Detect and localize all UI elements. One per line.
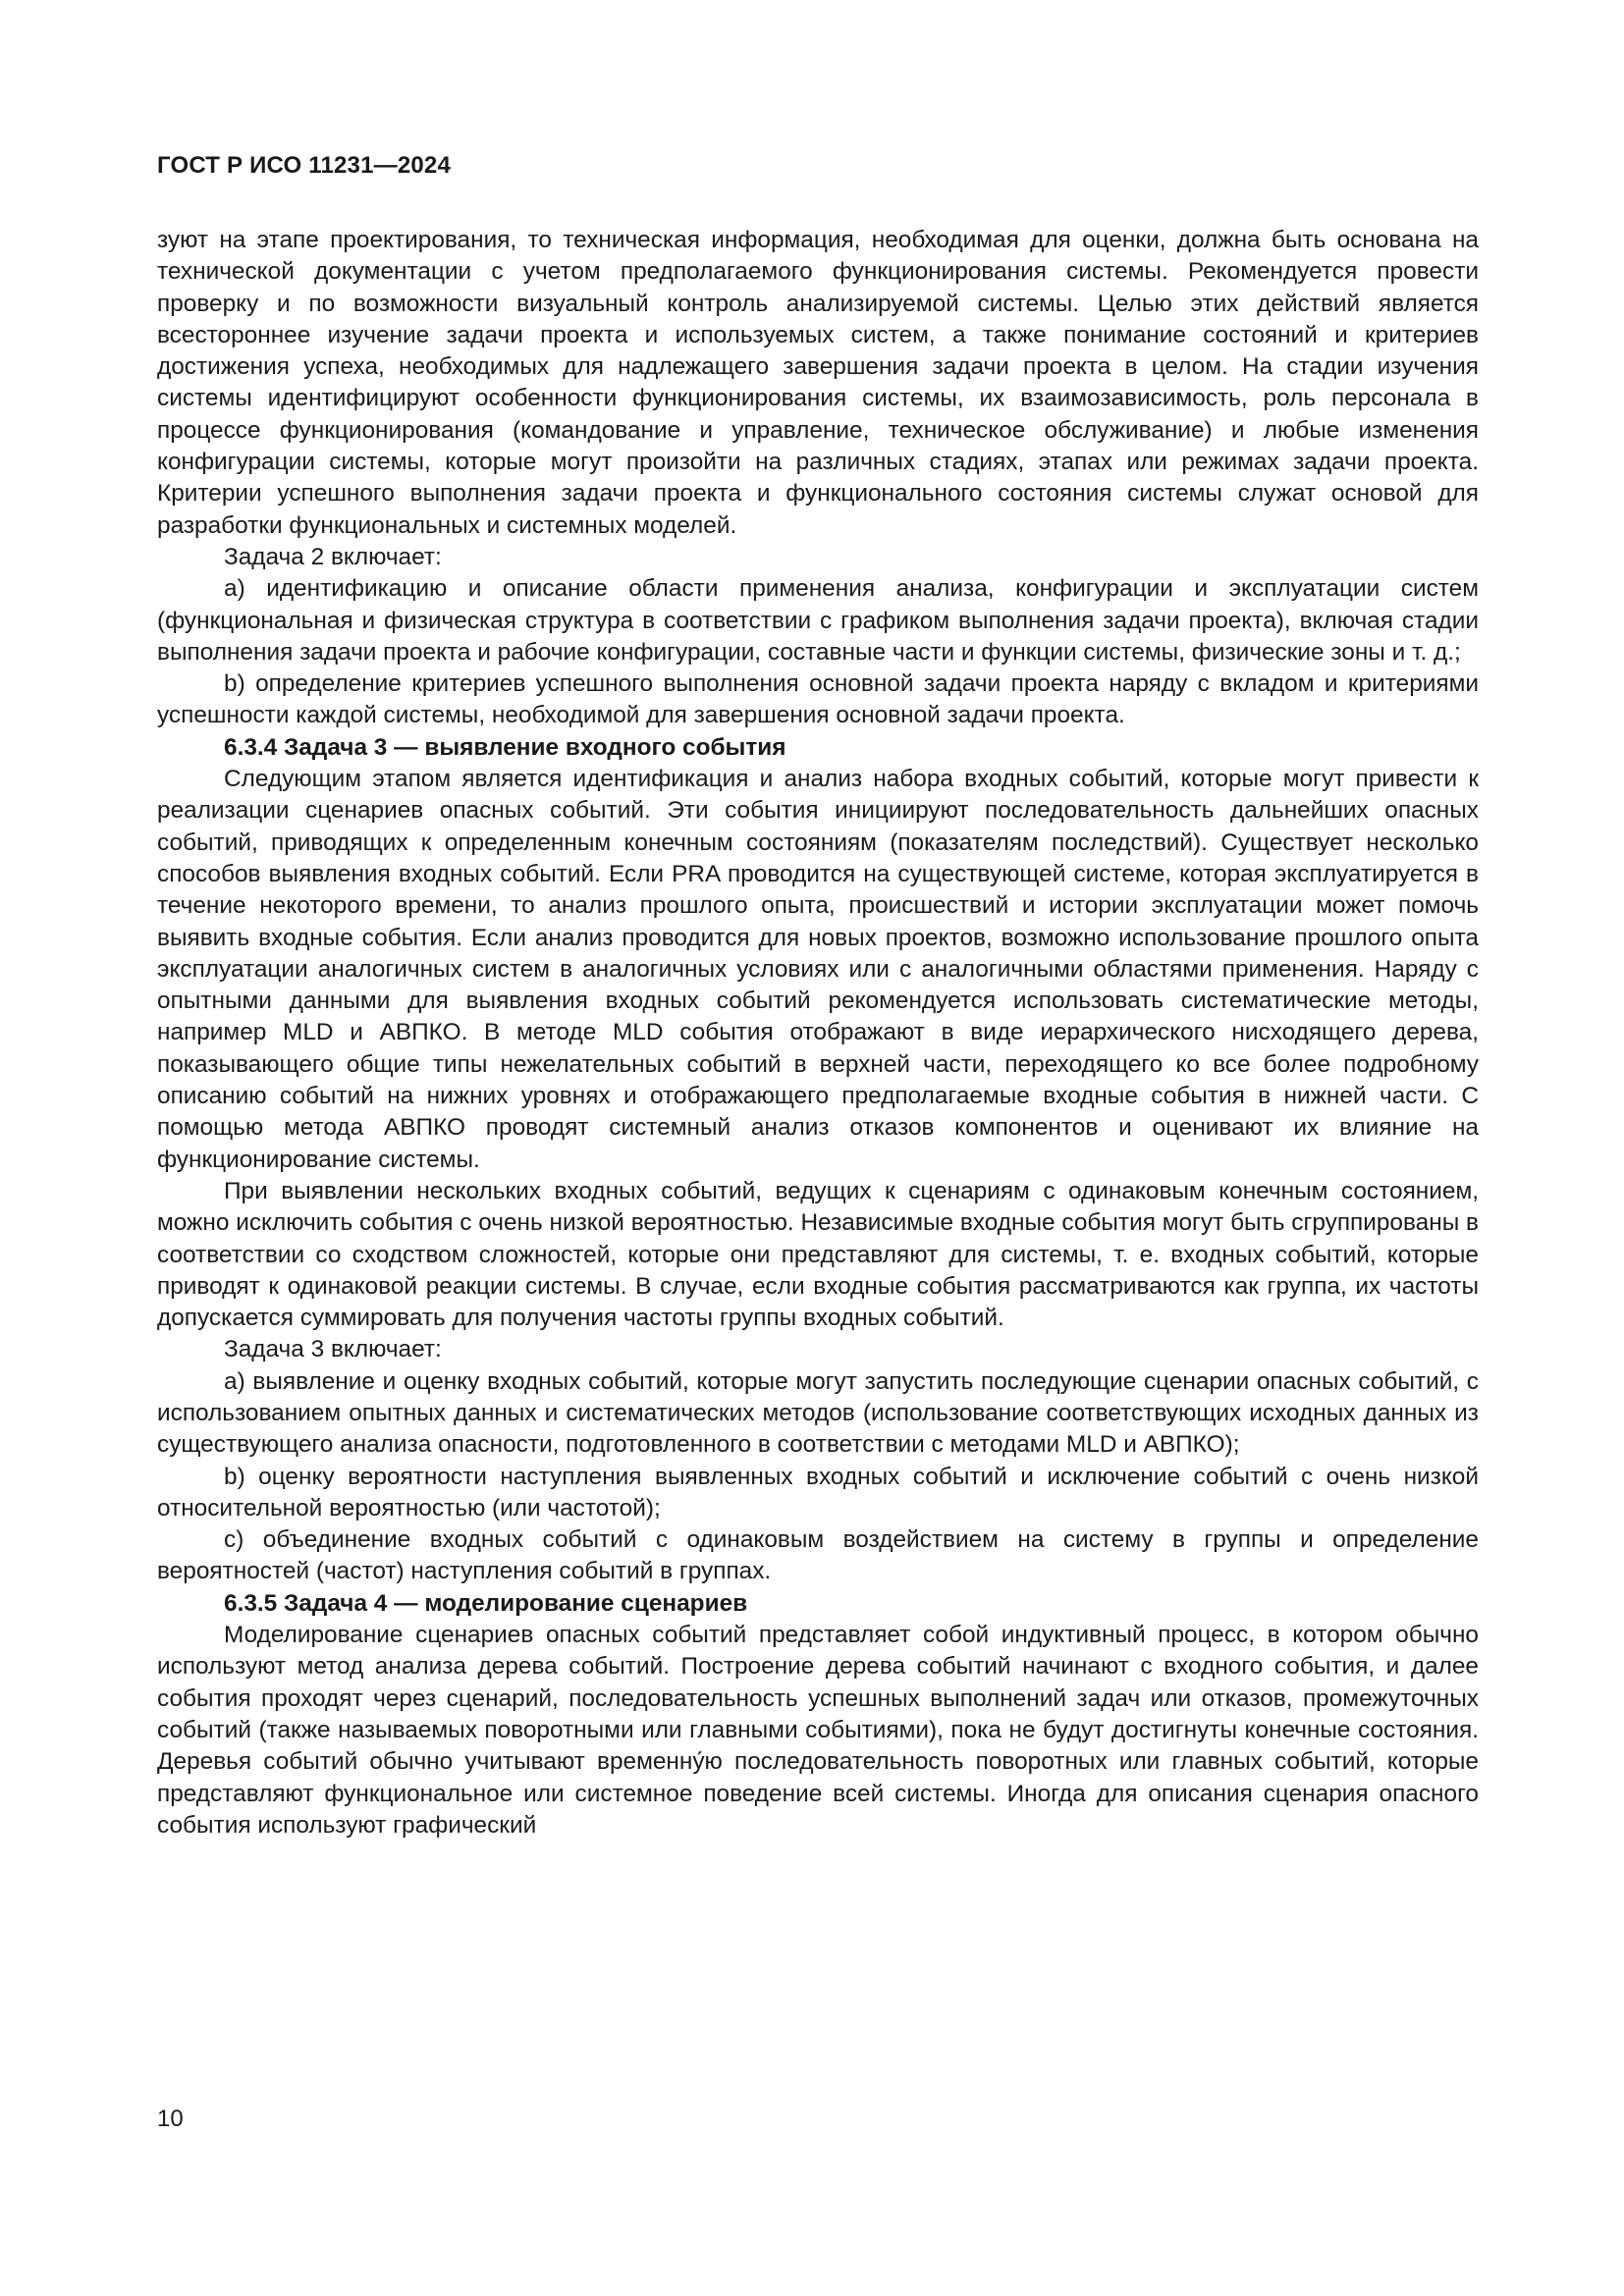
document-header: ГОСТ Р ИСО 11231—2024 [157, 152, 452, 179]
paragraph-continuation: зуют на этапе проектирования, то техническая информация, необходимая для оценки, должна быть основана на технической документации с учетом предполагаемого функционирования системы. Рекомендуется провести проверку и по возможности визуальный контроль анализируемой системы. Целью этих действий является всестороннее изучение задачи проекта и используемых систем, а также понимание состояний и критериев достижения успеха, необходимых для надлежащего завершения задачи проекта в целом. На стадии изучения системы идентифицируют особенности функционирования системы, их взаимозависимость, роль персонала в процессе функционирования (командование и управление, техническое обслуживание) и любые изменения конфигурации системы, которые могут произойти на различных стадиях, этапах или режимах задачи проекта. Критерии успешного выполнения задачи проекта и функционального состояния системы служат основой для разработки функциональных и системных моделей. [157, 227, 1479, 539]
list-item-task2-a: a) идентификацию и описание области применения анализа, конфигурации и эксплуатации систем (функциональная и физическая структура в соответствии с графиком выполнения задачи проекта), включая стадии выполнения задачи проекта и рабочие конфигурации, составные части и функции системы, физические зоны и т. д.; [157, 575, 1479, 666]
paragraph-task2-intro: Задача 2 включает: [224, 543, 442, 570]
list-item-task2-b: b) определение критериев успешного выполнения основной задачи проекта наряду с вкладом и критериями успешности каждой системы, необходимой для завершения основной задачи проекта. [157, 670, 1479, 729]
paragraph-input-events: Следующим этапом является идентификация и анализ набора входных событий, которые могут привести к реализации сценариев опасных событий. Эти события инициируют последовательность дальнейших опасных событий, приводящих к определенным конечным состояниям (показателям последствий). Существует несколько способов выявления входных событий. Если PRA проводится на существующей системе, которая эксплуатируется в течение некоторого времени, то анализ прошлого опыта, происшествий и истории эксплуатации может помочь выявить входные события. Если анализ проводится для новых проектов, возможно использование прошлого опыта эксплуатации аналогичных систем в аналогичных условиях или с аналогичными областями применения. Наряду с опытными данными для выявления входных событий рекомендуется использовать систематические методы, например MLD и АВПКО. В методе MLD события отображают в виде иерархического нисходящего дерева, показывающего общие типы нежелательных событий в верхней части, переходящего ко все более подробному описанию событий на нижних уровнях и отображающего предполагаемые входные события в нижней части. С помощью метода АВПКО проводят системный анализ отказов компонентов и оценивают их влияние на функционирование системы. [157, 766, 1479, 1173]
list-item-task3-b: b) оценку вероятности наступления выявленных входных событий и исключение событий с очень низкой относительной вероятностью (или частотой); [157, 1463, 1480, 1522]
paragraph-scenario-modeling: Моделирование сценариев опасных событий представляет собой индуктивный процесс, в котором обычно используют метод анализа дерева событий. Построение дерева событий начинают с входного события, и далее события проходят через сценарий, последовательность успешных выполнений задач или отказов, промежуточных событий (также называемых поворотными или главными событиями), пока не будут достигнуты конечные состояния. Деревья событий обычно учитывают временну́ю последовательность поворотных или главных событий, которые представляют функциональное или системное поведение всей системы. Иногда для описания сценария опасного события используют графический [157, 1622, 1479, 1839]
section-heading-6-3-5: 6.3.5 Задача 4 — моделирование сценариев [224, 1589, 748, 1617]
paragraph-task3-intro: Задача 3 включает: [224, 1336, 442, 1363]
paragraph-grouping: При выявлении нескольких входных событий, ведущих к сценариям с одинаковым конечным состоянием, можно исключить события с очень низкой вероятностью. Независимые входные события могут быть сгруппированы в соответствии со сходством сложностей, которые они представляют для системы, т. е. входных событий, которые приводят к одинаковой реакции системы. В случае, если входные события рассматриваются как группа, их частоты допускается суммировать для получения частоты группы входных событий. [157, 1177, 1479, 1332]
document-body [157, 225, 1479, 1842]
section-heading-6-3-4: 6.3.4 Задача 3 — выявление входного события [224, 733, 786, 761]
page-number: 10 [157, 2106, 184, 2132]
list-item-task3-c: c) объединение входных событий с одинаковым воздействием на систему в группы и определение вероятностей (частот) наступления событий в группах. [157, 1526, 1479, 1585]
list-item-task3-a: a) выявление и оценку входных событий, которые могут запустить последующие сценарии опасных событий, с использованием опытных данных и систематических методов (использование соответствующих исходных данных из существующего анализа опасности, подготовленного в соответствии с методами MLD и АВПКО); [157, 1367, 1479, 1459]
